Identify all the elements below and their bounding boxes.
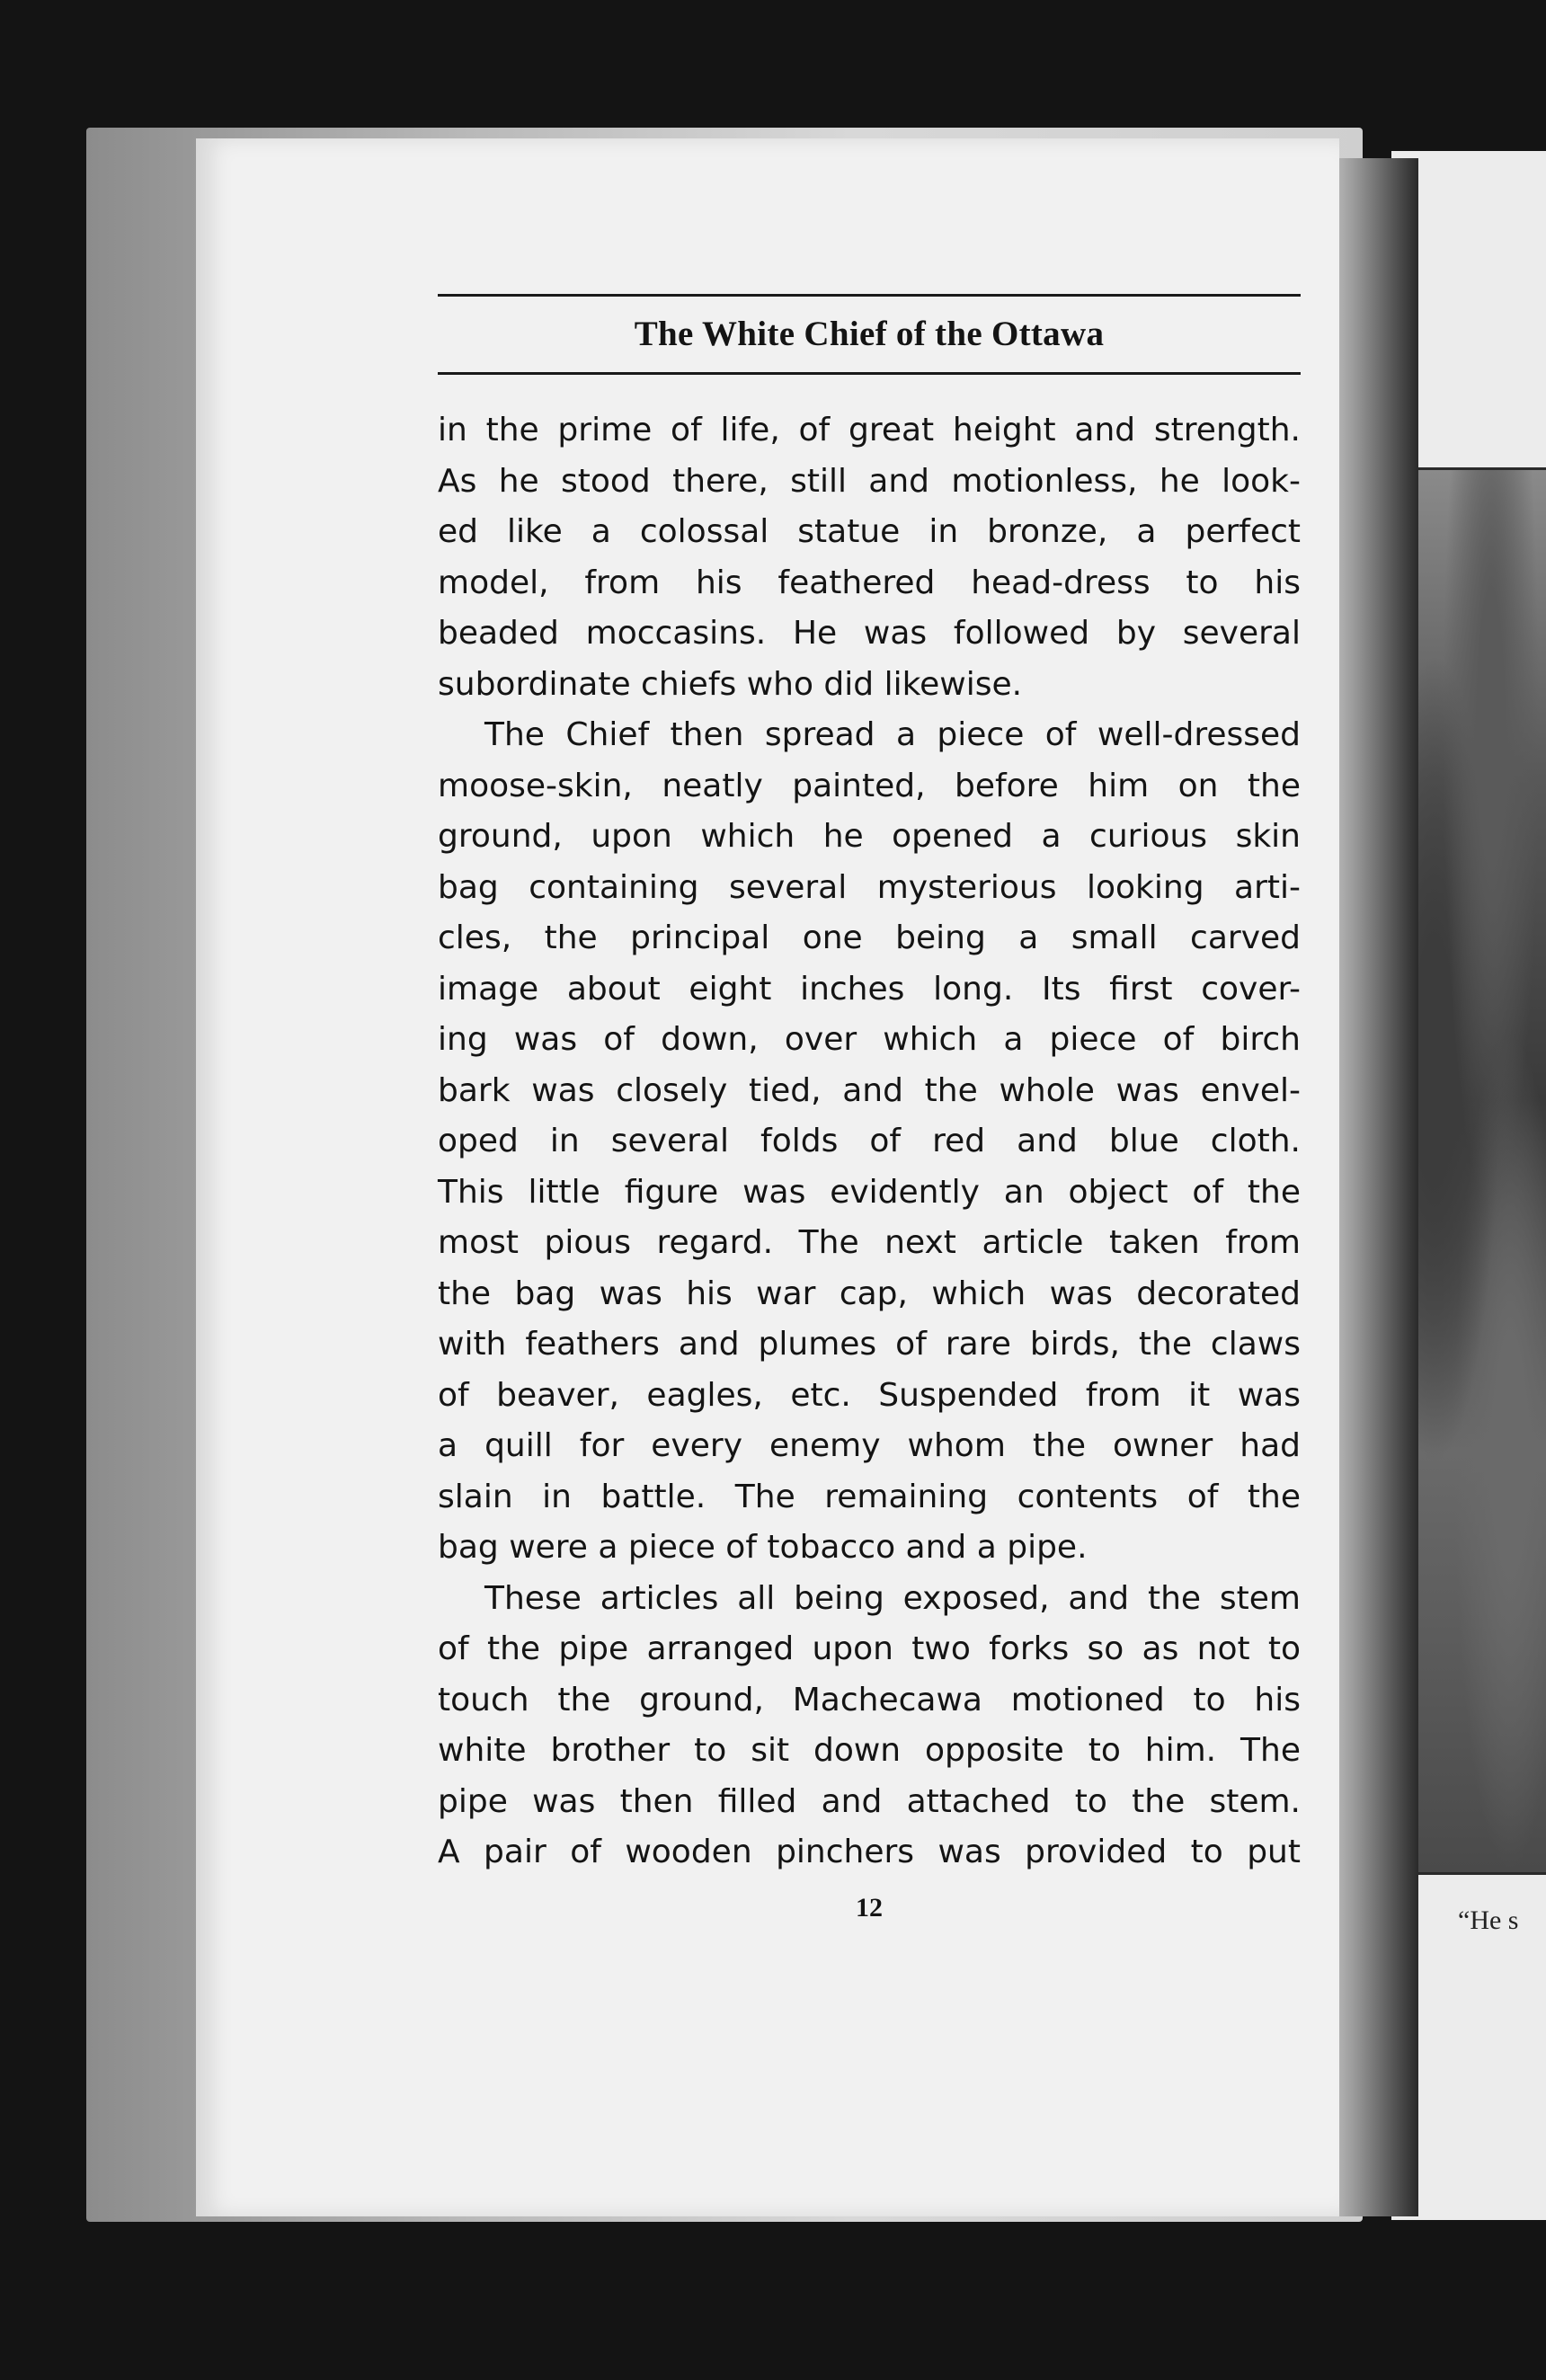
text-line: beaded moccasins. He was followed by several	[438, 615, 1301, 652]
running-head: The White Chief of the Ottawa	[634, 315, 1105, 353]
text-line: oped in several folds of red and blue cloth.	[438, 1123, 1301, 1159]
text-line: most pious regard. The next article taken from	[438, 1224, 1301, 1261]
text-line: touch the ground, Machecawa motioned to his	[438, 1681, 1301, 1718]
text-line: model, from his feathered head-dress to his	[438, 564, 1301, 601]
text-block	[438, 283, 1301, 1923]
text-line: As he stood there, still and motionless, he look-	[438, 462, 1301, 500]
text-line: white brother to sit down opposite to him. The	[438, 1732, 1301, 1769]
text-line: with feathers and plumes of rare birds, the claws	[438, 1326, 1301, 1363]
text-line: cles, the principal one being a small carved	[438, 919, 1301, 956]
text-line: bag were a piece of tobacco and a pipe.	[438, 1529, 1088, 1566]
text-line: pipe was then filled and attached to the stem.	[438, 1782, 1301, 1820]
header-rule-bottom	[438, 372, 1301, 375]
text-line: The Chief then spread a piece of well-dressed	[484, 716, 1301, 753]
text-line: These articles all being exposed, and the stem	[484, 1579, 1301, 1617]
text-line: bag containing several mysterious looking arti-	[438, 868, 1301, 906]
text-line: slain in battle. The remaining contents of the	[438, 1478, 1301, 1515]
text-line: ed like a colossal statue in bronze, a perfect	[438, 513, 1301, 550]
text-line: a quill for every enemy whom the owner had	[438, 1427, 1301, 1464]
text-line: bark was closely tied, and the whole was envel-	[438, 1071, 1301, 1109]
text-line: of the pipe arranged upon two forks so as not to	[438, 1630, 1301, 1667]
facing-plate-caption: “He s	[1458, 1905, 1519, 1935]
text-line: ing was of down, over which a piece of birch	[438, 1021, 1301, 1058]
text-line: subordinate chiefs who did likewise.	[438, 665, 1023, 703]
text-line: A pair of wooden pinchers was provided to put	[438, 1834, 1301, 1870]
page-number: 12	[856, 1892, 883, 1923]
text-line: the bag was his war cap, which was decorated	[438, 1274, 1301, 1312]
text-line: of beaver, eagles, etc. Suspended from it was	[438, 1376, 1301, 1414]
text-line: image about eight inches long. Its first cover-	[438, 970, 1301, 1008]
body-text	[438, 405, 1301, 1878]
text-line: ground, upon which he opened a curious skin	[438, 818, 1301, 855]
text-line: This little figure was evidently an object of the	[438, 1173, 1301, 1211]
text-line: in the prime of life, of great height and strength.	[438, 412, 1301, 448]
text-line: moose-skin, neatly painted, before him on the	[438, 767, 1301, 804]
